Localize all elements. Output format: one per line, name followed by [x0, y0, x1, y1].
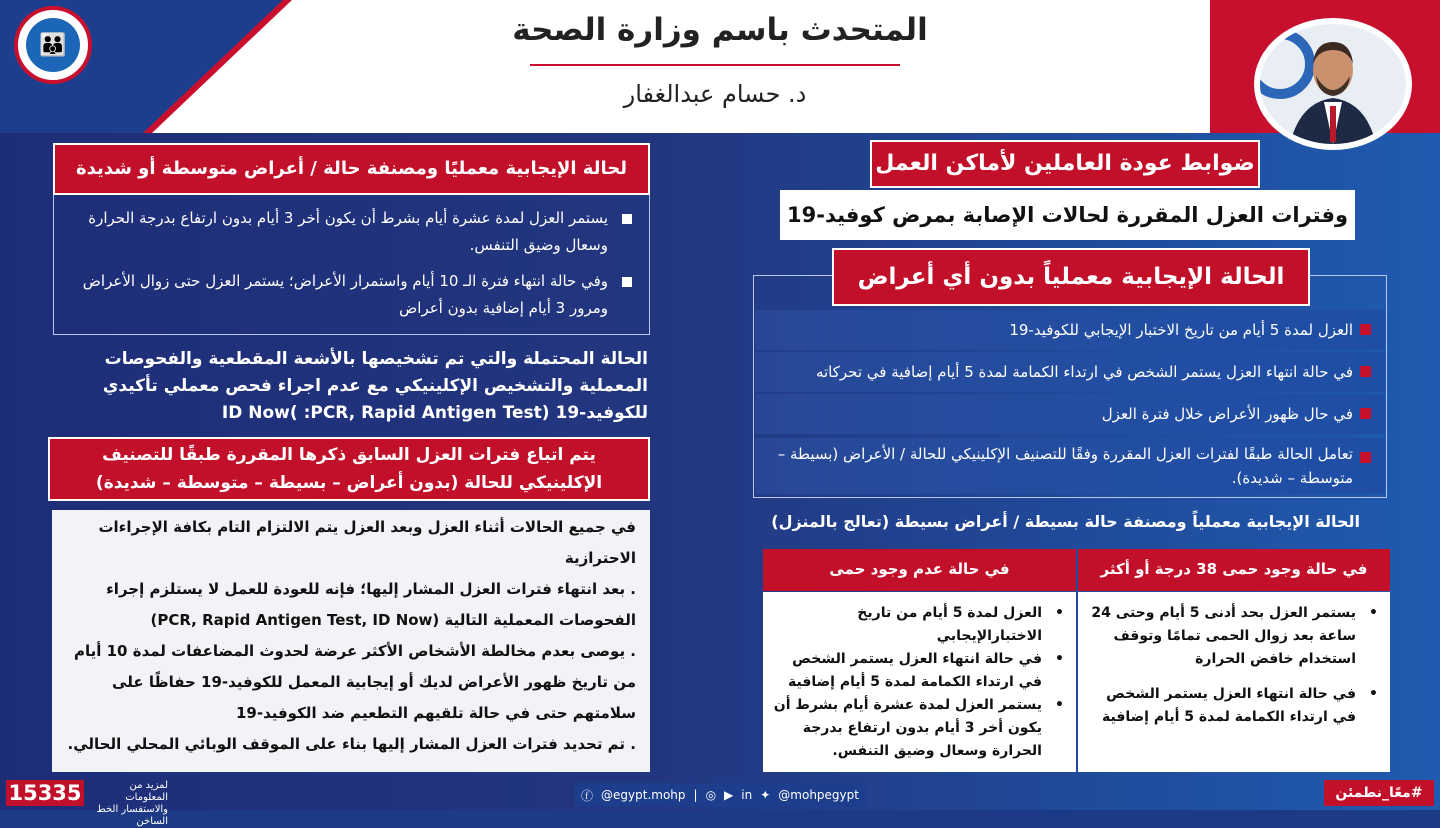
asymptomatic-row-3 [755, 394, 1385, 434]
page-title: المتحدث باسم وزارة الصحة [512, 12, 928, 48]
item-text: العزل لمدة 5 أيام من تاريخ الاختبارالإيجابي [857, 605, 1042, 644]
moderate-item-1 [58, 205, 638, 259]
asymptomatic-row-1 [755, 310, 1385, 350]
hotline-number[interactable]: 15335 [6, 780, 84, 806]
row-text: العزل لمدة 5 أيام من تاريخ الاختبار الإيجابي للكوفيد-19 [1009, 321, 1353, 339]
table-header-fever: في حالة وجود حمى 38 درجة أو أكثر [1078, 549, 1390, 591]
list-item [1088, 683, 1378, 729]
item-text: يستمر العزل لمدة عشرة أيام بشرط أن يكون أخر 3 أيام بدون ارتفاع بدرجة الحرارة وسعال وضيق التنفس. [773, 697, 1042, 759]
heading-return-to-work: ضوابط عودة العاملين لأماكن العمل [870, 140, 1260, 188]
ministry-logo [14, 6, 92, 84]
item-text: وفي حالة انتهاء فترة الـ 10 أيام واستمرار الأعراض؛ يستمر العزل حتى زوال الأعراض ومرور 3 أيام إضافية بدون أعراض [82, 272, 608, 317]
row-text: في حالة انتهاء العزل يستمر الشخص في ارتداء الكمامة لمدة 5 أيام إضافية في تحركاته [815, 363, 1353, 381]
youtube-icon[interactable]: ▶ [724, 788, 734, 802]
item-text: يستمر العزل بحد أدنى 5 أيام وحتى 24 ساعة بعد زوال الحمى تمامًا وتوقف استخدام خافض الحرارة [1091, 605, 1356, 667]
follow-classification-box: يتم اتباع فترات العزل السابق ذكرها المقررة طبقًا للتصنيف الإكلينيكي للحالة (بدون أعراض – بسيطة – متوسطة – شديدة) [48, 437, 650, 501]
square-bullet-icon [622, 277, 632, 287]
item-text: في حالة انتهاء العزل يستمر الشخص في ارتداء الكمامة لمدة 5 أيام إضافية [1101, 686, 1356, 725]
speaker-name: د. حسام عبدالغفار [623, 80, 807, 108]
header-banner [0, 0, 1440, 133]
mild-case-title: الحالة الإيجابية معملياً ومصنفة حالة بسيطة / أعراض بسيطة (تعالج بالمنزل) [771, 512, 1360, 531]
linkedin-icon[interactable]: in [741, 788, 753, 802]
item-text: يستمر العزل لمدة عشرة أيام بشرط أن يكون أخر 3 أيام بدون ارتفاع بدرجة الحرارة وسعال وضيق التنفس. [88, 209, 608, 254]
bullet-icon: • [1369, 605, 1378, 621]
title-divider [530, 64, 900, 66]
list-item [773, 602, 1064, 648]
row-text: في حال ظهور الأعراض خلال فترة العزل [1101, 405, 1353, 423]
asymptomatic-title: الحالة الإيجابية معملياً بدون أي أعراض [832, 248, 1310, 306]
table-column-fever [1078, 592, 1390, 772]
guideline-item: . يوصى بعدم مخالطة الأشخاص الأكثر عرضة لحدوث المضاعفات لمدة 10 أيام من تاريخ ظهور الأعراض لديك أو إيجابية المعمل للكوفيد-19 حفاظًا على سلامتهم حتى في حالة تلقيهم التطعيم ضد الكوفيد-19 [74, 642, 636, 722]
square-bullet-icon [622, 214, 632, 224]
asymptomatic-row-2 [755, 352, 1385, 392]
square-bullet-icon [1360, 452, 1371, 463]
moderate-severe-title: لحالة الإيجابية معمليًا ومصنفة حالة / أعراض متوسطة أو شديدة [53, 143, 650, 195]
facebook-icon[interactable]: ⓕ [581, 788, 594, 803]
social-handle-1[interactable]: @egypt.mohp [601, 788, 686, 802]
speaker-photo [1254, 18, 1412, 150]
moderate-item-2 [58, 268, 638, 322]
hashtag-badge[interactable]: #معًا_نطمئن [1324, 780, 1434, 806]
square-bullet-icon [1360, 408, 1371, 419]
bullet-icon: • [1055, 605, 1064, 621]
list-item [773, 694, 1064, 763]
heading-isolation-periods: وفترات العزل المقررة لحالات الإصابة بمرض كوفيد-19 [780, 190, 1355, 240]
guideline-item: . بعد انتهاء فترات العزل المشار إليها؛ فإنه للعودة للعمل لا يستلزم إجراء الفحوصات المعملية التالية (PCR, Rapid Antigen Test, ID Now) [106, 580, 636, 629]
hotline-label: لمزيد من المعلومات والاستفسار الخط الساخن [96, 780, 168, 827]
general-guidelines-panel [52, 510, 650, 772]
family-icon: 👪 [26, 18, 80, 72]
guideline-item: في جميع الحالات أثناء العزل وبعد العزل يتم الالتزام التام بكافة الإجراءات الاحترازية [98, 518, 636, 567]
list-item [1088, 602, 1378, 671]
list-item [773, 648, 1064, 694]
guideline-item: . تم تحديد فترات العزل المشار إليها بناء على الموقف الوبائي المحلي الحالي. [67, 735, 636, 753]
square-bullet-icon [1360, 366, 1371, 377]
table-header-no-fever: في حالة عدم وجود حمى [763, 549, 1076, 591]
bullet-icon: • [1055, 651, 1064, 667]
bullet-icon: • [1055, 697, 1064, 713]
divider: | [693, 788, 698, 802]
twitter-icon[interactable]: ✦ [760, 788, 771, 802]
bullet-icon: • [1369, 686, 1378, 702]
table-column-no-fever [763, 592, 1076, 772]
social-bar [575, 783, 865, 807]
item-text: في حالة انتهاء العزل يستمر الشخص في ارتداء الكمامة لمدة 5 أيام إضافية [787, 651, 1042, 690]
square-bullet-icon [1360, 324, 1371, 335]
row-text: تعامل الحالة طبقًا لفترات العزل المقررة وفقًا للتصنيف الإكلينيكي للحالة / الأعراض (بسيطة – متوسطة – شديدة). [777, 445, 1353, 487]
instagram-icon[interactable]: ◎ [705, 788, 717, 802]
social-handle-2[interactable]: @mohpegypt [778, 788, 859, 802]
asymptomatic-row-4 [755, 438, 1385, 494]
probable-case-text: الحالة المحتملة والتي تم تشخيصها بالأشعة المقطعية والفحوصات المعملية والتشخيص الإكلينيكي مع عدم اجراء فحص معملي تأكيدي للكوفيد-19 (PCR, Rapid Antigen Test: )ID Now [102, 349, 648, 423]
